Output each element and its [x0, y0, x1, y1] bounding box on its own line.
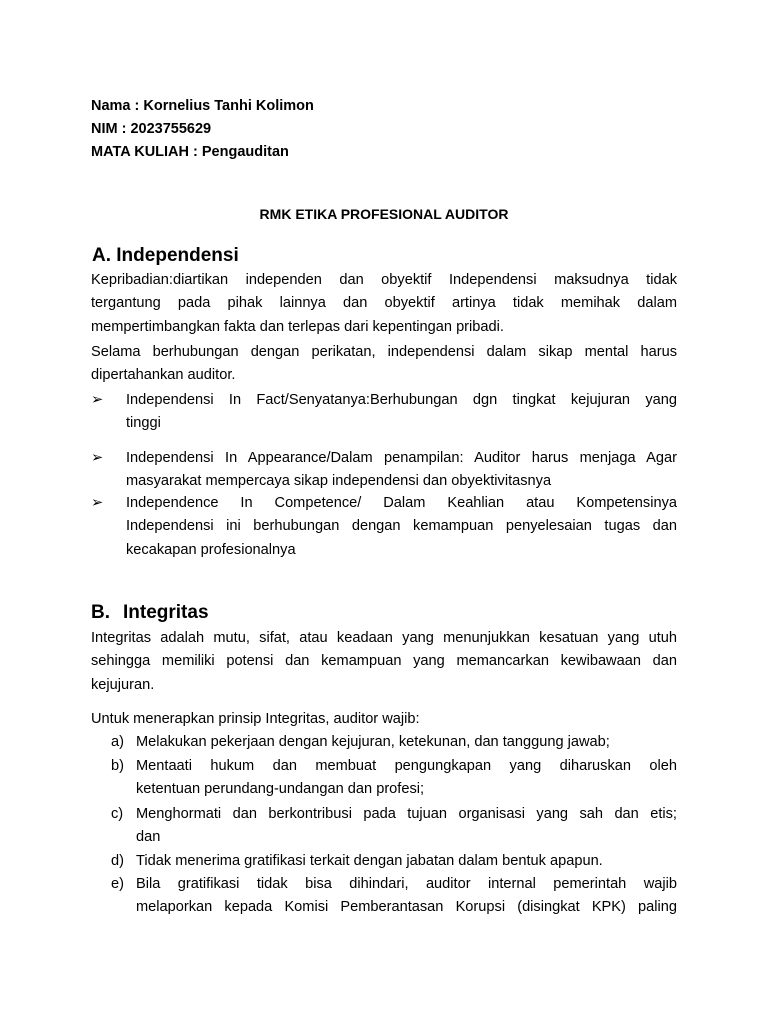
list-line: Menghormati dan berkontribusi pada tujuan organisasi yang sah dan etis; — [136, 806, 677, 822]
list-marker: d) — [111, 853, 124, 869]
bullet-line: kecakapan profesionalnya — [126, 541, 296, 558]
list-line: Tidak menerima gratifikasi terkait dengan jabatan dalam bentuk apapun. — [136, 853, 603, 869]
section-b-number: B. — [91, 602, 110, 623]
paragraph-line: mempertimbangkan fakta dan terlepas dari kepentingan pribadi. — [91, 318, 504, 335]
paragraph-line: dipertahankan auditor. — [91, 367, 236, 384]
student-name: Nama : Kornelius Tanhi Kolimon — [91, 98, 314, 114]
section-b-heading — [91, 601, 209, 625]
bullet-line: Independensi ini berhubungan dengan kemampuan penyelesaian tugas dan — [126, 518, 677, 535]
student-nim: NIM : 2023755629 — [91, 121, 212, 137]
list-marker: c) — [111, 806, 124, 822]
course-name: MATA KULIAH : Pengauditan — [91, 144, 289, 160]
section-b-title: Integritas — [123, 602, 209, 623]
bullet-line: tinggi — [126, 415, 161, 432]
paragraph-line: Kepribadian:diartikan independen dan obyektif Independensi maksudnya tidak — [91, 272, 677, 288]
list-marker: b) — [111, 758, 124, 774]
paragraph-line: kejujuran. — [91, 676, 155, 693]
list-item-a — [91, 731, 677, 754]
section-a-heading: A. Independensi — [92, 245, 239, 266]
bullet-line: Independensi In Fact/Senyatanya:Berhubungan dgn tingkat kejujuran yang — [126, 392, 677, 408]
section-a-paragraph-2 — [91, 341, 677, 388]
list-line: Bila gratifikasi tidak bisa dihindari, auditor internal pemerintah wajib — [136, 876, 677, 892]
paragraph-line: Untuk menerapkan prinsip Integritas, auditor wajib: — [91, 711, 420, 727]
arrow-bullet-icon: ➢ — [91, 392, 104, 408]
bullet-line: masyarakat mempercaya sikap independensi dan obyektivitasnya — [126, 473, 552, 490]
bullet-independence-in-appearance — [91, 447, 677, 494]
list-item-d — [91, 850, 677, 873]
bullet-line: Independensi In Appearance/Dalam penampilan: Auditor harus menjaga Agar — [126, 450, 677, 466]
list-marker: e) — [111, 876, 124, 892]
paragraph-line: sehingga memiliki potensi dan kemampuan yang memancarkan kewibawaan dan — [91, 653, 677, 670]
list-item-e — [91, 873, 677, 920]
paragraph-line: tergantung pada pihak lainnya dan obyektif artinya tidak memihak dalam — [91, 295, 677, 312]
list-line: melaporkan kepada Komisi Pemberantasan Korupsi (disingkat KPK) paling — [136, 899, 677, 916]
list-line: Mentaati hukum dan membuat pengungkapan yang diharuskan oleh — [136, 758, 677, 774]
list-item-c — [91, 803, 677, 850]
paragraph-line: Integritas adalah mutu, sifat, atau keadaan yang menunjukkan kesatuan yang utuh — [91, 630, 677, 646]
section-b-paragraph-1 — [91, 627, 677, 697]
bullet-line: Independence In Competence/ Dalam Keahlian atau Kompetensinya — [126, 495, 677, 511]
list-line: ketentuan perundang-undangan dan profesi; — [136, 781, 425, 798]
list-line: Melakukan pekerjaan dengan kejujuran, ketekunan, dan tanggung jawab; — [136, 734, 610, 750]
section-b-paragraph-2 — [91, 708, 677, 731]
bullet-independence-in-competence — [91, 492, 677, 562]
list-line: dan — [136, 829, 161, 846]
list-marker: a) — [111, 734, 124, 750]
arrow-bullet-icon: ➢ — [91, 450, 104, 466]
document-title: RMK ETIKA PROFESIONAL AUDITOR — [259, 206, 509, 222]
paragraph-line: Selama berhubungan dengan perikatan, independensi dalam sikap mental harus — [91, 344, 677, 360]
section-a-paragraph-1 — [91, 269, 677, 339]
bullet-independence-in-fact — [91, 389, 677, 436]
arrow-bullet-icon: ➢ — [91, 495, 104, 511]
list-item-b — [91, 755, 677, 802]
